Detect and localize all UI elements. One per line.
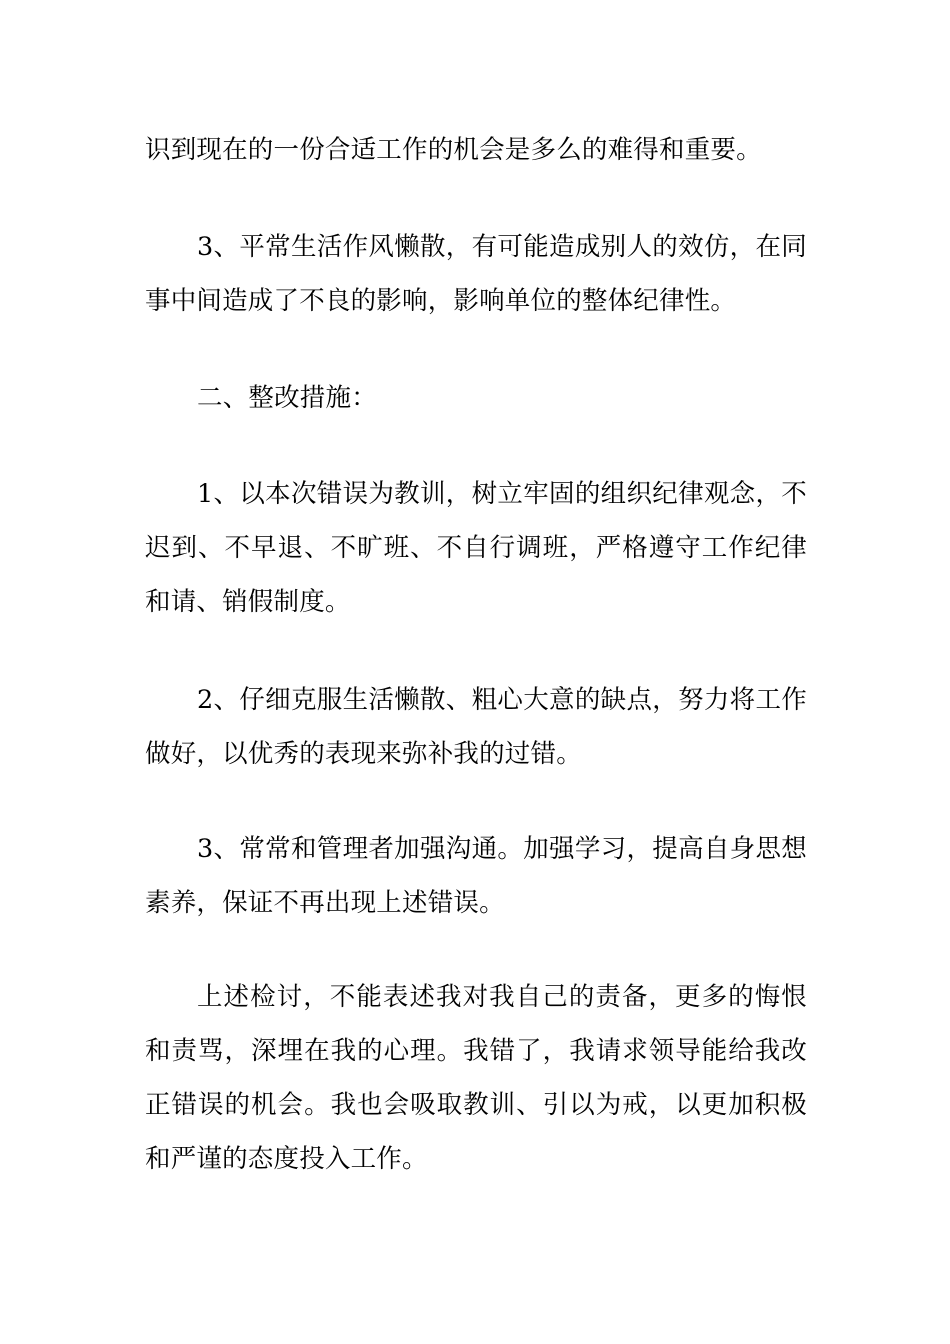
- paragraph-measure-2: 2、仔细克服生活懒散、粗心大意的缺点，努力将工作做好，以优秀的表现来弥补我的过错。: [145, 685, 807, 769]
- paragraph-conclusion: 上述检讨，不能表述我对我自己的责备，更多的悔恨和责骂，深埋在我的心理。我错了，我请求领导能给我改正错误的机会。我也会吸取教训、引以为戒，以更加积极和严谨的态度投入工作。: [145, 982, 807, 1174]
- paragraph-measure-1: 1、以本次错误为教训，树立牢固的组织纪律观念，不迟到、不早退、不旷班、不自行调班，严格遵守工作纪律和请、销假制度。: [145, 479, 807, 617]
- section-heading-measures: 二、整改措施：: [197, 383, 377, 413]
- paragraph-continuation: 识到现在的一份合适工作的机会是多么的难得和重要。: [145, 135, 762, 165]
- paragraph-measure-3: 3、常常和管理者加强沟通。加强学习，提高自身思想素养，保证不再出现上述错误。: [145, 834, 807, 918]
- paragraph-problem-3: 3、平常生活作风懒散，有可能造成别人的效仿，在同事中间造成了不良的影响，影响单位的整体纪律性。: [145, 232, 807, 316]
